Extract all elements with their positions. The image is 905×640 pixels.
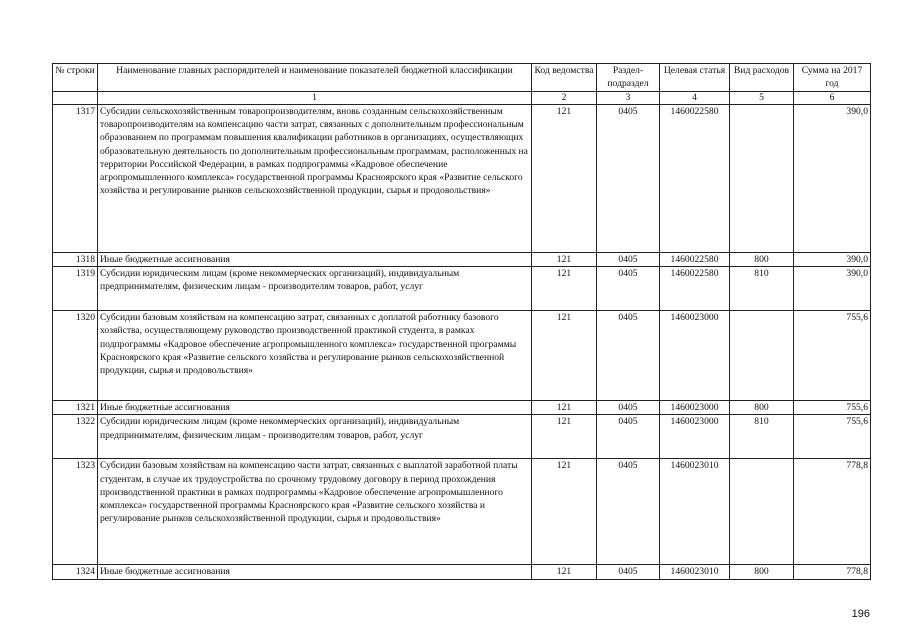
row-number: 1321: [53, 401, 98, 415]
table-row: [53, 267, 871, 311]
row-expense-type: 800: [730, 253, 794, 267]
table-row: [53, 105, 871, 253]
column-number: 2: [532, 92, 597, 105]
row-section: 0405: [597, 415, 660, 459]
table-row: [53, 253, 871, 267]
column-number: [53, 92, 98, 105]
row-department-code: 121: [532, 253, 597, 267]
column-number: 6: [794, 92, 871, 105]
table-row: [53, 401, 871, 415]
row-number: 1324: [53, 565, 98, 579]
row-expense-type: [730, 459, 794, 565]
row-department-code: 121: [532, 565, 597, 579]
row-sum: 390,0: [794, 253, 871, 267]
row-target-article: 1460023010: [660, 565, 730, 579]
row-department-code: 121: [532, 267, 597, 311]
row-section: 0405: [597, 105, 660, 253]
row-sum: 390,0: [794, 267, 871, 311]
row-name: Субсидии базовым хозяйствам на компенсацию части затрат, связанных с выплатой заработной платы студентам, в случае их трудоустройства по срочному трудовому договору в период прохождения производственной практики в рамках подпрограммы «Кадровое обеспечение агропромышленного комплекса» государственной программы Красноярского края «Развитие сельского хозяйства и регулирование рынков сельскохозяйственной продукции, сырья и продовольствия»: [98, 459, 532, 565]
table-row: [53, 311, 871, 401]
row-name: Субсидии базовым хозяйствам на компенсацию затрат, связанных с доплатой работнику базового хозяйства, осуществляющему руководство производственной практикой студента, в рамках подпрограммы «Кадровое обеспечение агропромышленного комплекса» государственной программы Красноярского края «Развитие сельского хозяйства и регулирование рынков сельскохозяйственной продукции, сырья и продовольствия»: [98, 311, 532, 401]
row-section: 0405: [597, 459, 660, 565]
row-department-code: 121: [532, 459, 597, 565]
row-expense-type: 810: [730, 415, 794, 459]
row-name: Иные бюджетные ассигнования: [98, 565, 532, 579]
column-number: 5: [730, 92, 794, 105]
column-number-row: [53, 92, 871, 105]
row-section: 0405: [597, 565, 660, 579]
row-target-article: 1460023000: [660, 415, 730, 459]
row-target-article: 1460022580: [660, 267, 730, 311]
header-target-article: Целевая статья: [660, 64, 730, 92]
row-sum: 778,8: [794, 459, 871, 565]
row-department-code: 121: [532, 401, 597, 415]
row-sum: 755,6: [794, 415, 871, 459]
row-target-article: 1460022580: [660, 105, 730, 253]
row-name: Субсидии сельскохозяйственным товаропроизводителям, вновь созданным сельскохозяйственным товаропроизводителям на компенсацию части затрат, связанных с дополнительным профессиональным образованием по программам повышения квалификации работников в организациях, осуществляющих образовательную деятельность по дополнительным профессиональным программам, расположенных на территории Российской Федерации, в рамках подпрограммы «Кадровое обеспечение агропромышленного комплекса» государственной программы Красноярского края «Развитие сельского хозяйства и регулирование рынков сельскохозяйственной продукции, сырья и продовольствия»: [98, 105, 532, 253]
row-name: Субсидии юридическим лицам (кроме некоммерческих организаций), индивидуальным предпринимателям, физическим лицам - производителям товаров, работ, услуг: [98, 267, 532, 311]
header-section: Раздел-подраздел: [597, 64, 660, 92]
row-name: Иные бюджетные ассигнования: [98, 401, 532, 415]
row-target-article: 1460023000: [660, 401, 730, 415]
row-section: 0405: [597, 311, 660, 401]
header-expense-type: Вид расходов: [730, 64, 794, 92]
row-department-code: 121: [532, 105, 597, 253]
table-row: [53, 565, 871, 579]
row-number: 1319: [53, 267, 98, 311]
row-target-article: 1460022580: [660, 253, 730, 267]
row-expense-type: [730, 311, 794, 401]
budget-table: [52, 63, 871, 580]
row-number: 1317: [53, 105, 98, 253]
row-name: Иные бюджетные ассигнования: [98, 253, 532, 267]
header-department-code: Код ведомства: [532, 64, 597, 92]
header-row-number: № строки: [53, 64, 98, 92]
row-expense-type: 800: [730, 401, 794, 415]
row-sum: 755,6: [794, 401, 871, 415]
row-number: 1322: [53, 415, 98, 459]
row-section: 0405: [597, 267, 660, 311]
row-target-article: 1460023000: [660, 311, 730, 401]
table-row: [53, 459, 871, 565]
row-expense-type: 810: [730, 267, 794, 311]
row-expense-type: [730, 105, 794, 253]
row-section: 0405: [597, 401, 660, 415]
row-number: 1318: [53, 253, 98, 267]
column-number: 4: [660, 92, 730, 105]
row-name: Субсидии юридическим лицам (кроме некоммерческих организаций), индивидуальным предпринимателям, физическим лицам - производителям товаров, работ, услуг: [98, 415, 532, 459]
row-section: 0405: [597, 253, 660, 267]
row-number: 1320: [53, 311, 98, 401]
column-number: 1: [98, 92, 532, 105]
header-row: [53, 64, 871, 92]
row-target-article: 1460023010: [660, 459, 730, 565]
row-sum: 755,6: [794, 311, 871, 401]
row-number: 1323: [53, 459, 98, 565]
row-sum: 778,8: [794, 565, 871, 579]
header-sum: Сумма на 2017 год: [794, 64, 871, 92]
row-department-code: 121: [532, 311, 597, 401]
column-number: 3: [597, 92, 660, 105]
row-sum: 390,0: [794, 105, 871, 253]
header-name: Наименование главных распорядителей и наименование показателей бюджетной классификации: [98, 64, 532, 92]
row-expense-type: 800: [730, 565, 794, 579]
table-row: [53, 415, 871, 459]
page-number: 196: [851, 608, 870, 620]
row-department-code: 121: [532, 415, 597, 459]
